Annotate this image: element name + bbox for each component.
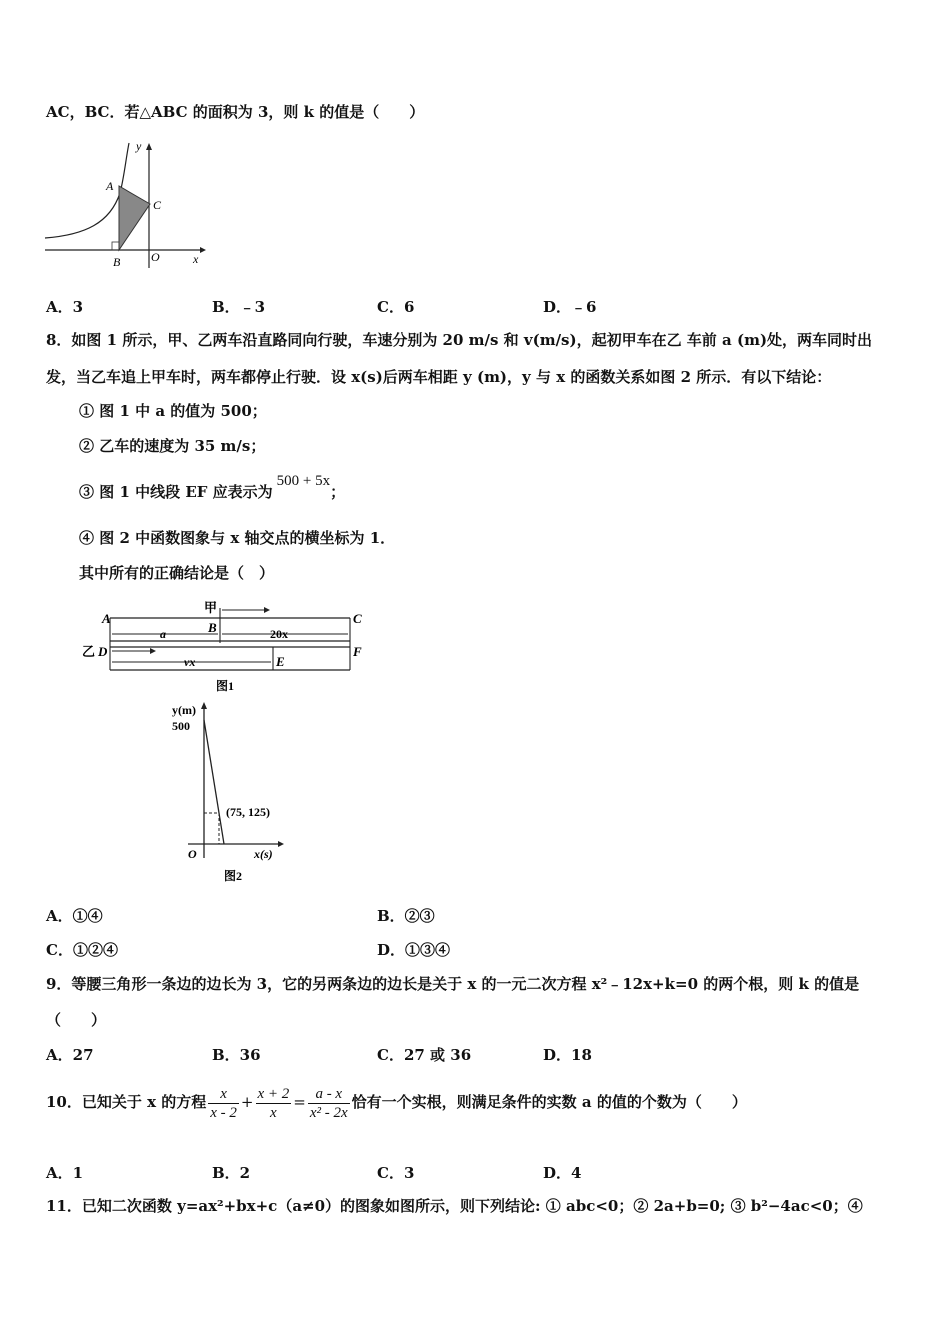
fig1-caption: 图1 [216,679,235,693]
q10-suffix: 恰有一个实根，则满足条件的实数 a 的值的个数为（ ） [351,1093,747,1111]
q10-option-d: D．4 [543,1164,582,1182]
fig2-caption: 图2 [224,869,243,883]
q9-line-2: （ ） [46,1011,107,1029]
svg-text:D: D [98,644,108,659]
svg-text:20x: 20x [270,627,288,641]
svg-text:a: a [160,627,166,641]
q8-option-b: B．②③ [377,907,435,925]
q7-x-arrow [200,247,206,253]
q7-hyperbola [45,143,129,238]
svg-text:A: A [102,611,111,626]
q10-prefix: 10．已知关于 x 的方程 [46,1093,207,1111]
svg-text:O: O [188,847,197,861]
q9-option-a: A．27 [46,1046,94,1064]
fig2-graph-line [204,720,224,844]
q10-option-c: C．3 [377,1164,415,1182]
q7-figure [40,138,210,273]
q8-figure-1 [80,598,380,698]
svg-text:(75, 125): (75, 125) [226,805,270,819]
q8-option-d: D．①③④ [377,941,451,959]
q10-option-a: A．1 [46,1164,84,1182]
q7-triangle-abc [119,186,150,250]
q7-option-c: C．6 [377,298,415,316]
svg-text:C: C [353,611,362,626]
fig1-label-jia: 甲 [204,600,218,615]
q7-label-c: C [153,198,162,212]
svg-text:vx: vx [184,655,196,669]
q10-equals: = [293,1093,306,1111]
svg-text:F: F [353,644,362,659]
q8-conclusion-2: ② 乙车的速度为 35 m/s； [79,437,266,455]
q8-c3-suffix: ； [330,483,346,501]
q8-conclusion-3 [79,473,346,503]
q7-label-o: O [151,250,160,264]
q8-c3-expression: 500 + 5x [276,473,331,489]
q8-conclusion-4: ④ 图 2 中函数图象与 x 轴交点的横坐标为 1． [79,529,396,547]
q10-fraction-1: $\frac{x}{x - 2}$ [210,1085,237,1121]
q7-stem-tail: AC，BC．若△ABC 的面积为 3，则 k 的值是（ ） [46,103,425,121]
q9-line-1: 9．等腰三角形一条边的边长为 3，它的另两条边的边长是关于 x 的一元二次方程 x²﹣12x+k=0 的两个根，则 k 的值是 [46,975,860,993]
q7-option-d: D．﹣6 [543,298,597,316]
q9-option-c: C．27 或 36 [377,1046,472,1064]
q8-c3-prefix: ③ 图 1 中线段 EF 应表示为 [79,483,273,501]
q10-plus: + [240,1093,254,1111]
q7-label-x: x [193,252,199,266]
q10-fraction-3: $\frac{a - x}{\text{x² - 2x}}$ [309,1085,348,1121]
q11-line-1: 11．已知二次函数 y=ax²+bx+c（a≠0）的图象如图所示，则下列结论: ① abc<0；② 2a+b=0; ③ b²−4ac<0；④ [46,1197,863,1215]
q7-right-angle-mark [112,242,119,250]
q8-option-c: C．①②④ [46,941,118,959]
q7-label-a: A [106,179,114,193]
q9-option-d: D．18 [543,1046,592,1064]
q8-conclusion-1: ① 图 1 中 a 的值为 500； [79,402,267,420]
q7-label-b: B [113,255,121,269]
svg-text:500: 500 [172,719,190,733]
svg-text:y(m): y(m) [172,703,196,717]
q10-line [46,1080,747,1124]
q7-option-a: A．3 [46,298,84,316]
svg-text:x(s): x(s) [254,847,273,861]
svg-text:E: E [276,654,285,669]
q10-fraction-2: $\frac{x + 2}{x}$ [257,1085,290,1121]
q8-option-a: A．①④ [46,907,103,925]
q7-y-arrow [146,143,152,150]
q8-figure-2 [168,700,298,888]
q10-option-b: B．2 [212,1164,251,1182]
svg-text:B: B [208,620,217,635]
svg-text:乙: 乙 [82,644,96,659]
q8-line-2: 发，当乙车追上甲车时，两车都停止行驶．设 x(s)后两车相距 y (m)，y 与 x 的函数关系如图 2 所示．有以下结论： [46,368,832,386]
q9-option-b: B．36 [212,1046,261,1064]
q7-label-y: y [136,139,142,153]
q7-option-b: B．﹣3 [212,298,266,316]
q8-ask: 其中所有的正确结论是（ ） [79,564,275,582]
q8-line-1: 8．如图 1 所示，甲、乙两车沿直路同向行驶，车速分别为 20 m/s 和 v(m/s)，起初甲车在乙 车前 a (m)处，两车同时出 [46,331,873,349]
